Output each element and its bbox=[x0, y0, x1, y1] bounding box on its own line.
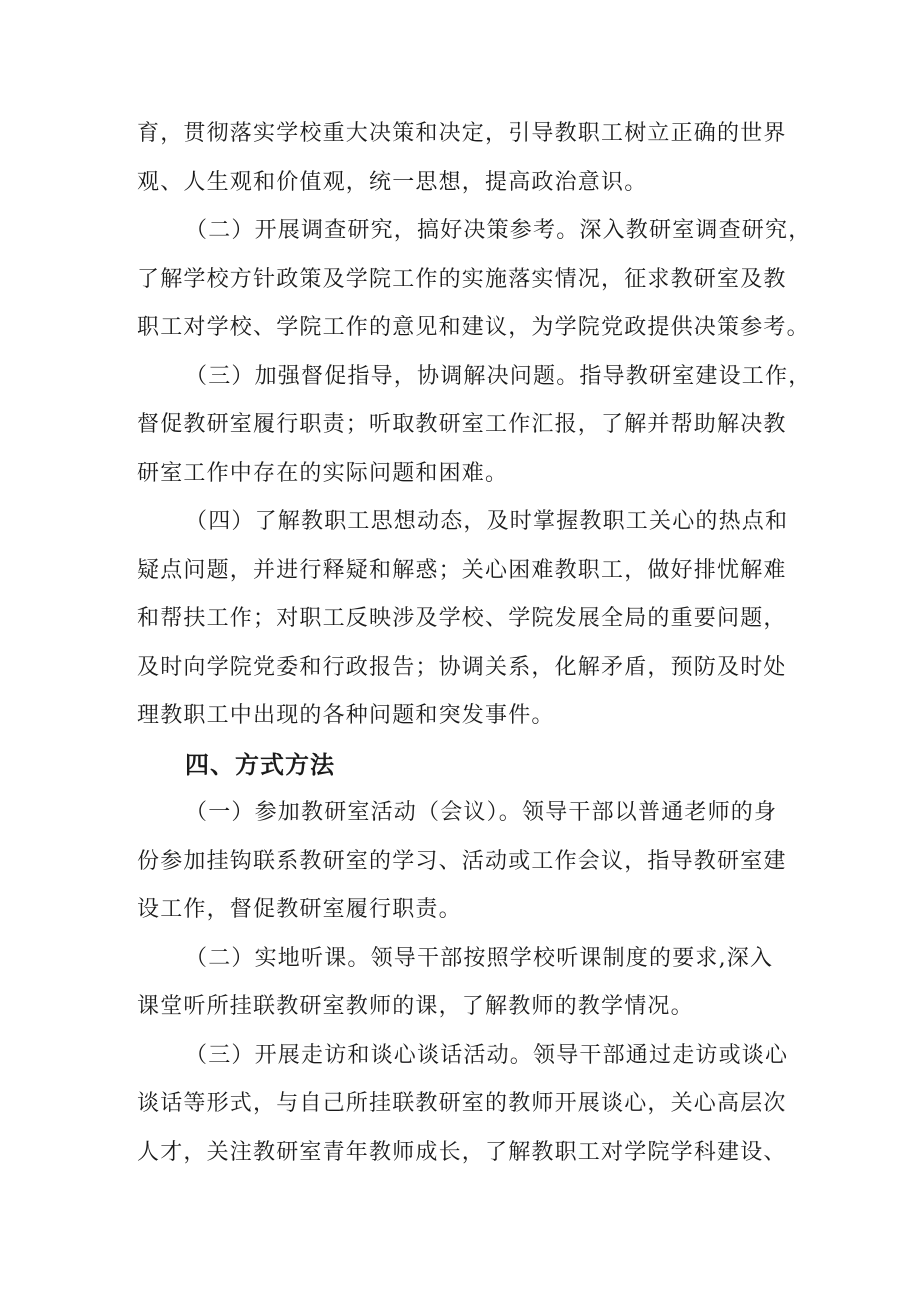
section-heading: 四、方式方法 bbox=[185, 750, 335, 779]
text-line: 育，贯彻落实学校重大决策和决定，引导教职工树立正确的世界 bbox=[137, 121, 787, 146]
text-line: 理教职工中出现的各种问题和突发事件。 bbox=[137, 703, 555, 728]
text-line: （四）了解教职工思想动态，及时掌握教职工关心的热点和 bbox=[185, 509, 789, 534]
text-line: 谈话等形式，与自己所挂联教研室的教师开展谈心，关心高层次 bbox=[137, 1091, 787, 1116]
text-line: 观、人生观和价值观，统一思想，提高政治意识。 bbox=[137, 169, 648, 195]
text-line: 了解学校方针政策及学院工作的实施落实情况，征求教研室及教 bbox=[137, 266, 787, 292]
text-line: 研室工作中存在的实际问题和困难。 bbox=[137, 460, 509, 486]
text-line: 疑点问题，并进行释疑和解惑；关心困难教职工，做好排忧解难 bbox=[137, 557, 787, 583]
text-line: （一）参加教研室活动（会议）。领导干部以普通老师的身 bbox=[185, 800, 778, 825]
text-line: 设工作，督促教研室履行职责。 bbox=[137, 897, 462, 922]
text-line: （二）开展调查研究，搞好决策参考。深入教研室调查研究， bbox=[185, 218, 812, 243]
text-line: 课堂听所挂联教研室教师的课，了解教师的教学情况。 bbox=[137, 994, 694, 1019]
text-line: 和帮扶工作；对职工反映涉及学校、学院发展全局的重要问题， bbox=[137, 606, 787, 631]
text-line: 份参加挂钩联系教研室的学习、活动或工作会议，指导教研室建 bbox=[137, 848, 787, 874]
text-line: 督促教研室履行职责；听取教研室工作汇报，了解并帮助解决教 bbox=[137, 412, 787, 437]
text-line: 职工对学校、学院工作的意见和建议，为学院党政提供决策参考。 bbox=[137, 315, 810, 340]
text-line: （三）开展走访和谈心谈话活动。领导干部通过走访或谈心 bbox=[185, 1042, 789, 1068]
text-line: 及时向学院党委和行政报告；协调关系，化解矛盾，预防及时处 bbox=[137, 654, 787, 680]
text-line: 人才，关注教研室青年教师成长，了解教职工对学院学科建设、 bbox=[137, 1139, 787, 1165]
body-text bbox=[137, 110, 812, 1177]
text-line: （二）实地听课。领导干部按照学校听课制度的要求,深入 bbox=[185, 945, 774, 971]
text-line: （三）加强督促指导，协调解决问题。指导教研室建设工作， bbox=[185, 363, 812, 389]
